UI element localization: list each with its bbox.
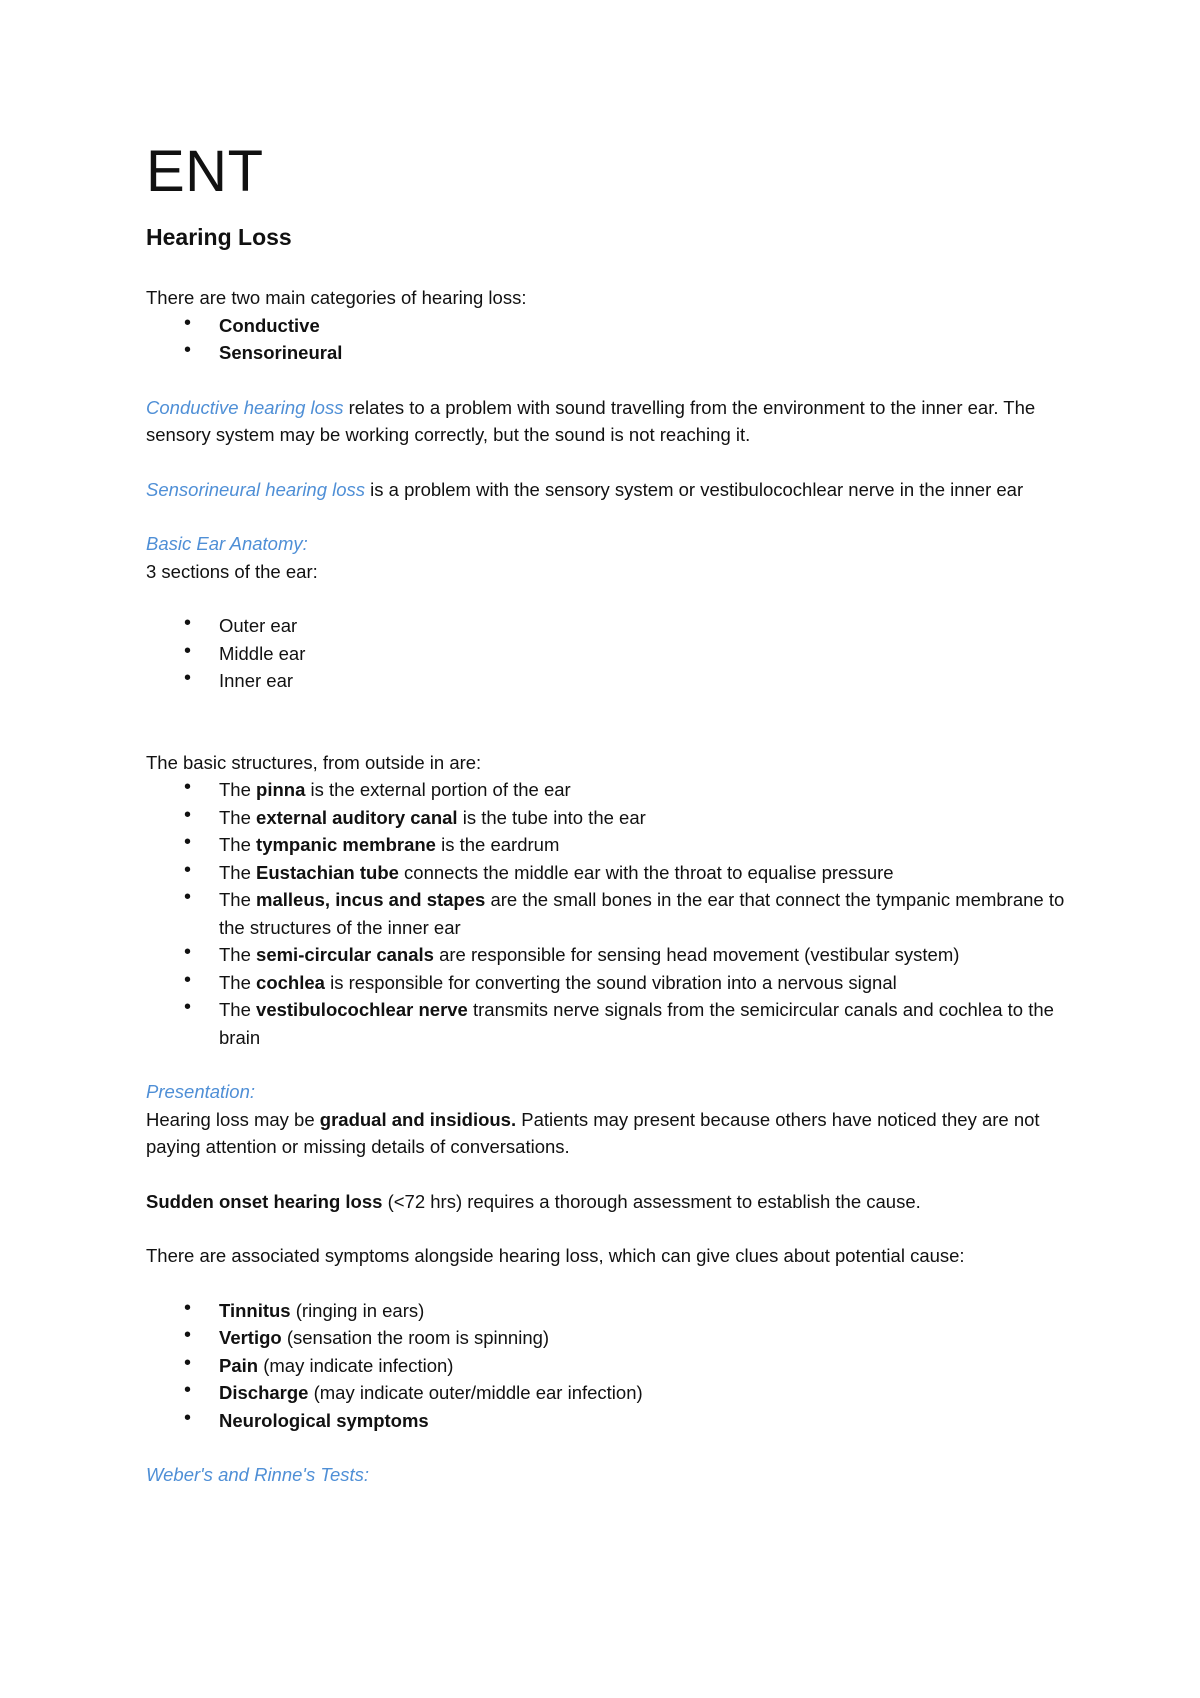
- list-item: • Middle ear: [184, 639, 306, 664]
- subheading-anatomy: Basic Ear Anatomy:: [146, 533, 308, 554]
- bullet-icon: •: [184, 941, 192, 963]
- ear-sections-list: [146, 612, 1086, 695]
- accent-term: Conductive hearing loss: [146, 396, 344, 418]
- sudden-onset-paragraph: Sudden onset hearing loss (<72 hrs) requires a thorough assessment to establish the cause.: [146, 1190, 921, 1212]
- document-body: [146, 140, 1086, 1489]
- list-item: • The external auditory canal is the tube into the ear: [184, 803, 646, 828]
- bullet-icon: •: [184, 1406, 192, 1429]
- bullet-icon: •: [184, 858, 192, 881]
- bullet-icon: •: [184, 311, 192, 334]
- bullet-icon: •: [184, 996, 192, 1018]
- bullet-icon: •: [184, 1351, 192, 1374]
- list-item: • Tinnitus (ringing in ears): [184, 1296, 425, 1321]
- list-item: • Discharge (may indicate outer/middle ear infection): [184, 1379, 643, 1403]
- list-item: • The vestibulocochlear nerve transmits nerve signals from the semicircular canals and cochlea to the brain: [184, 996, 1054, 1048]
- list-item: • The semi-circular canals are responsible for sensing head movement (vestibular system): [184, 941, 960, 965]
- list-item: • Outer ear: [184, 612, 298, 636]
- intro-text: There are two main categories of hearing loss:: [146, 287, 527, 308]
- section-heading-hearing-loss: Hearing Loss: [146, 224, 292, 250]
- categories-list: [146, 312, 1086, 367]
- conductive-paragraph: Conductive hearing loss relates to a problem with sound travelling from the environment to the inner ear. The sensory system may be working correctly, but the sound is not reaching it.: [146, 396, 1036, 445]
- subheading-tests: Weber's and Rinne's Tests:: [146, 1464, 370, 1485]
- bullet-icon: •: [184, 968, 192, 991]
- sections-intro: 3 sections of the ear:: [146, 560, 318, 582]
- list-item: • The tympanic membrane is the eardrum: [184, 831, 560, 855]
- sensorineural-paragraph: Sensorineural hearing loss is a problem with the sensory system or vestibulocochlear nerve in the inner ear: [146, 478, 1024, 500]
- bullet-icon: •: [184, 339, 192, 361]
- accent-term: Sensorineural hearing loss: [146, 478, 366, 500]
- document-title: ENT: [146, 139, 264, 204]
- list-item: • Pain (may indicate infection): [184, 1351, 454, 1376]
- bullet-icon: •: [184, 831, 192, 853]
- structures-intro: The basic structures, from outside in are:: [146, 751, 482, 773]
- list-item: • The malleus, incus and stapes are the small bones in the ear that connect the tympanic membrane to the structures of the inner ear: [184, 886, 1065, 938]
- associated-symptoms-intro: There are associated symptoms alongside hearing loss, which can give clues about potential cause:: [146, 1245, 965, 1266]
- bullet-icon: •: [184, 1379, 192, 1401]
- list-item: • Vertigo (sensation the room is spinning): [184, 1324, 550, 1348]
- bullet-icon: •: [184, 803, 192, 826]
- bullet-icon: •: [184, 776, 192, 798]
- presentation-paragraph: Hearing loss may be gradual and insidious. Patients may present because others have noticed they are not paying attention or missing details of conversations.: [146, 1108, 1040, 1157]
- list-item: • Conductive: [184, 311, 320, 336]
- bullet-icon: •: [184, 886, 192, 908]
- list-item: • The Eustachian tube connects the middle ear with the throat to equalise pressure: [184, 858, 894, 883]
- bullet-icon: •: [184, 667, 192, 689]
- bullet-icon: •: [184, 639, 192, 662]
- bullet-icon: •: [184, 612, 192, 634]
- ear-structures-list: [146, 776, 1086, 1051]
- bullet-icon: •: [184, 1296, 192, 1319]
- bullet-icon: •: [184, 1324, 192, 1346]
- list-item: • The cochlea is responsible for converting the sound vibration into a nervous signal: [184, 968, 897, 993]
- symptoms-list: [146, 1297, 1086, 1435]
- list-item: • The pinna is the external portion of the ear: [184, 776, 571, 800]
- list-item: • Inner ear: [184, 667, 294, 691]
- list-item: • Sensorineural: [184, 339, 343, 363]
- subheading-presentation: Presentation:: [146, 1081, 256, 1102]
- list-item: • Neurological symptoms: [184, 1406, 429, 1431]
